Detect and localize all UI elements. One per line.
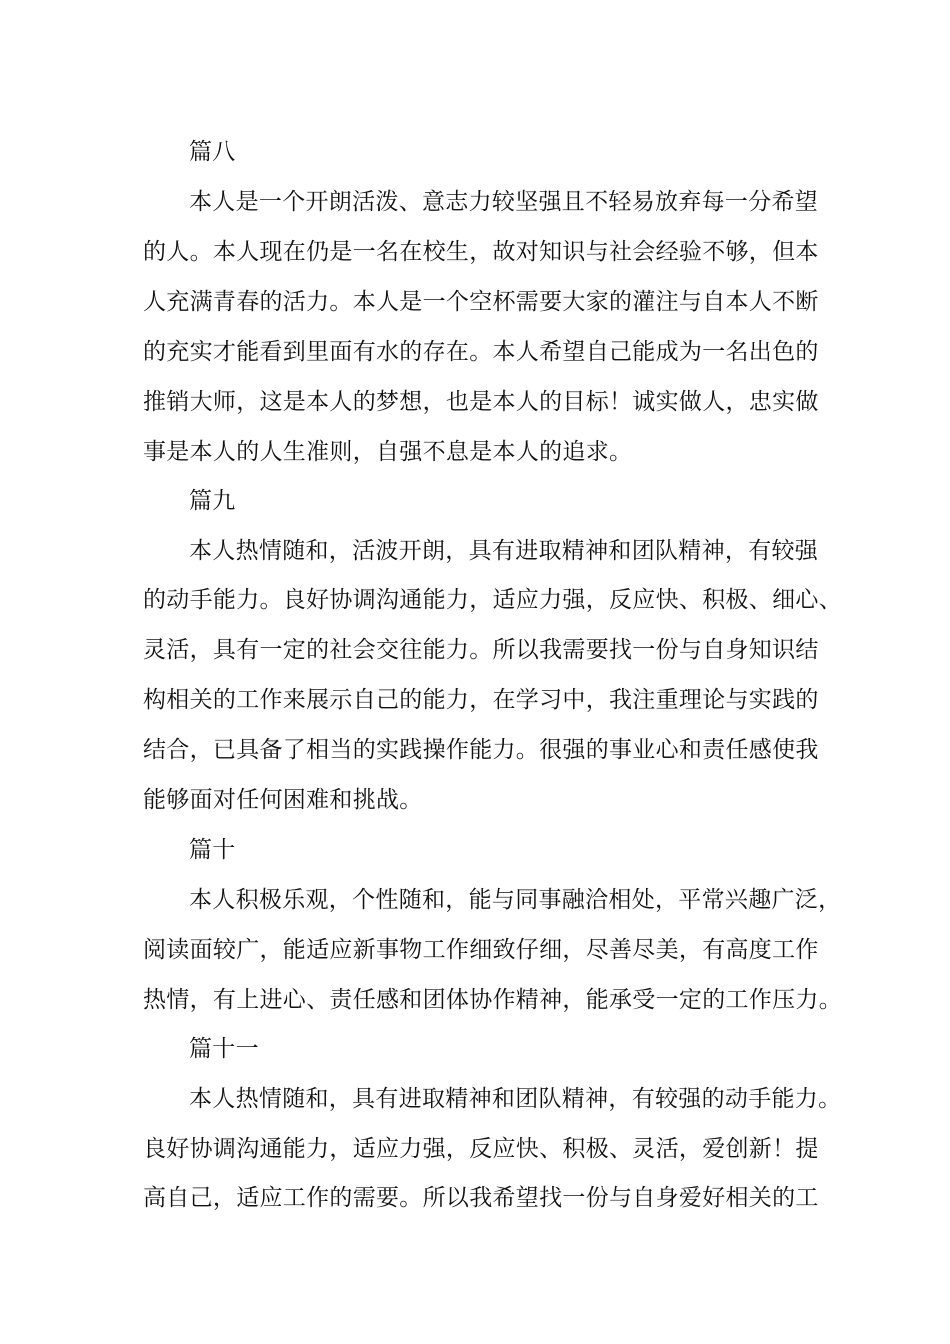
- paragraph-line: 高自己，适应工作的需要。所以我希望找一份与自身爱好相关的工: [143, 1185, 819, 1211]
- paragraph-line: 构相关的工作来展示自己的能力，在学习中，我注重理论与实践的: [143, 687, 819, 713]
- paragraph-line: 阅读面较广，能适应新事物工作细致仔细，尽善尽美，有高度工作: [143, 937, 819, 963]
- paragraph-line: 热情，有上进心、责任感和团体协作精神，能承受一定的工作压力。: [143, 987, 842, 1013]
- section-heading: 篇九: [189, 488, 236, 514]
- paragraph-line: 事是本人的人生准则，自强不息是本人的追求。: [143, 439, 633, 465]
- paragraph-line: 灵活，具有一定的社会交往能力。所以我需要找一份与自身知识结: [143, 637, 819, 663]
- paragraph-line: 本人热情随和，具有进取精神和团队精神，有较强的动手能力。: [189, 1086, 842, 1112]
- paragraph-line: 本人是一个开朗活泼、意志力较坚强且不轻易放弃每一分希望: [189, 189, 819, 215]
- section-heading: 篇八: [189, 139, 236, 165]
- paragraph-line: 能够面对任何困难和挑战。: [143, 787, 423, 813]
- paragraph-line: 的动手能力。良好协调沟通能力，适应力强，反应快、积极、细心、: [143, 587, 842, 613]
- paragraph-line: 的人。本人现在仍是一名在校生，故对知识与社会经验不够，但本: [143, 239, 819, 265]
- paragraph-line: 的充实才能看到里面有水的存在。本人希望自己能成为一名出色的: [143, 339, 819, 365]
- paragraph-line: 本人热情随和，活波开朗，具有进取精神和团队精神，有较强: [189, 538, 819, 564]
- paragraph-line: 良好协调沟通能力，适应力强，反应快、积极、灵活，爱创新！提: [143, 1136, 819, 1162]
- section-heading: 篇十: [189, 837, 236, 863]
- paragraph-line: 结合，已具备了相当的实践操作能力。很强的事业心和责任感使我: [143, 737, 819, 763]
- section-heading: 篇十一: [189, 1036, 259, 1062]
- paragraph-line: 本人积极乐观，个性随和，能与同事融洽相处，平常兴趣广泛，: [189, 887, 842, 913]
- paragraph-line: 人充满青春的活力。本人是一个空杯需要大家的灌注与自本人不断: [143, 289, 819, 315]
- paragraph-line: 推销大师，这是本人的梦想，也是本人的目标！诚实做人，忠实做: [143, 389, 819, 415]
